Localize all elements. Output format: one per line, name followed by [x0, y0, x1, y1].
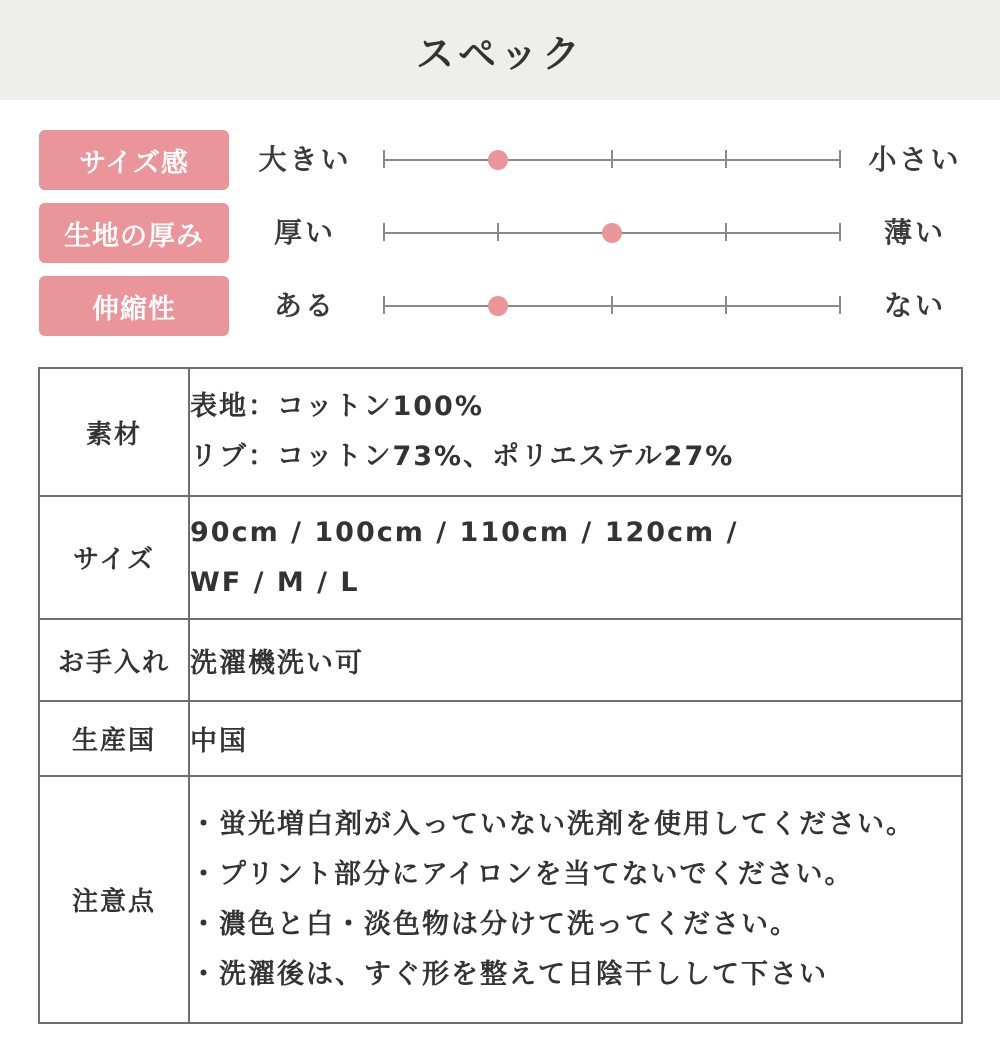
note-line: ・洗濯後は、すぐ形を整えて日陰干しして下さい: [190, 958, 828, 990]
scale-marker: [488, 296, 508, 316]
scale-right-label: ない: [883, 289, 946, 322]
table-row-origin: [39, 701, 962, 776]
table-row-notes: [39, 776, 962, 1023]
row-value: 洗濯機洗い可: [189, 619, 962, 701]
spec-row-fabric-thickness: [0, 203, 1000, 263]
rating-scale: [384, 276, 840, 336]
rating-scale: [384, 203, 840, 263]
table-row-size: [39, 496, 962, 619]
note-line: ・蛍光増白剤が入っていない洗剤を使用してください。: [190, 808, 915, 840]
scale-tick: [725, 223, 727, 241]
scale-left-label: 大きい: [258, 143, 352, 176]
row-label: サイズ: [39, 496, 189, 619]
scale-left-label: 厚い: [273, 216, 336, 249]
scale-left-label: ある: [273, 289, 336, 322]
scale-tick: [383, 223, 385, 241]
scale-tick: [839, 150, 841, 168]
note-line: ・プリント部分にアイロンを当てないでください。: [190, 858, 854, 890]
page-title: スペック: [415, 31, 584, 76]
spec-row-size-feel: [0, 130, 1000, 190]
scale-tick: [725, 296, 727, 314]
scale-tick: [497, 223, 499, 241]
row-value: [189, 776, 962, 1023]
spec-badge-fabric-thickness: 生地の厚み: [39, 203, 229, 263]
value-line: WF / M / L: [190, 566, 360, 598]
scale-right-label: 薄い: [883, 216, 946, 249]
table-row-material: [39, 368, 962, 496]
row-label: 生産国: [39, 701, 189, 776]
row-value: [189, 368, 962, 496]
value-line: リブ：コットン73%、ポリエステル27%: [190, 441, 735, 472]
row-label: お手入れ: [39, 619, 189, 701]
scale-marker: [602, 223, 622, 243]
row-value: [189, 496, 962, 619]
rating-scale: [384, 130, 840, 190]
spec-row-stretch: [0, 276, 1000, 336]
spec-badge-stretch: 伸縮性: [39, 276, 229, 336]
table-row-care: [39, 619, 962, 701]
scale-tick: [383, 296, 385, 314]
value-line: 90cm / 100cm / 110cm / 120cm /: [190, 516, 739, 548]
spec-table: [38, 367, 963, 1024]
row-label: 素材: [39, 368, 189, 496]
note-line: ・濃色と白・淡色物は分けて洗ってください。: [190, 908, 799, 940]
scale-right-label: 小さい: [868, 143, 962, 176]
spec-badge-size-feel: サイズ感: [39, 130, 229, 190]
header-bar: [0, 0, 1000, 100]
value-line: 表地：コットン100%: [190, 391, 484, 422]
scale-tick: [611, 150, 613, 168]
row-label: 注意点: [39, 776, 189, 1023]
scale-tick: [725, 150, 727, 168]
scale-tick: [383, 150, 385, 168]
row-value: 中国: [189, 701, 962, 776]
scale-tick: [839, 296, 841, 314]
scale-tick: [611, 296, 613, 314]
scale-tick: [839, 223, 841, 241]
scale-marker: [488, 150, 508, 170]
